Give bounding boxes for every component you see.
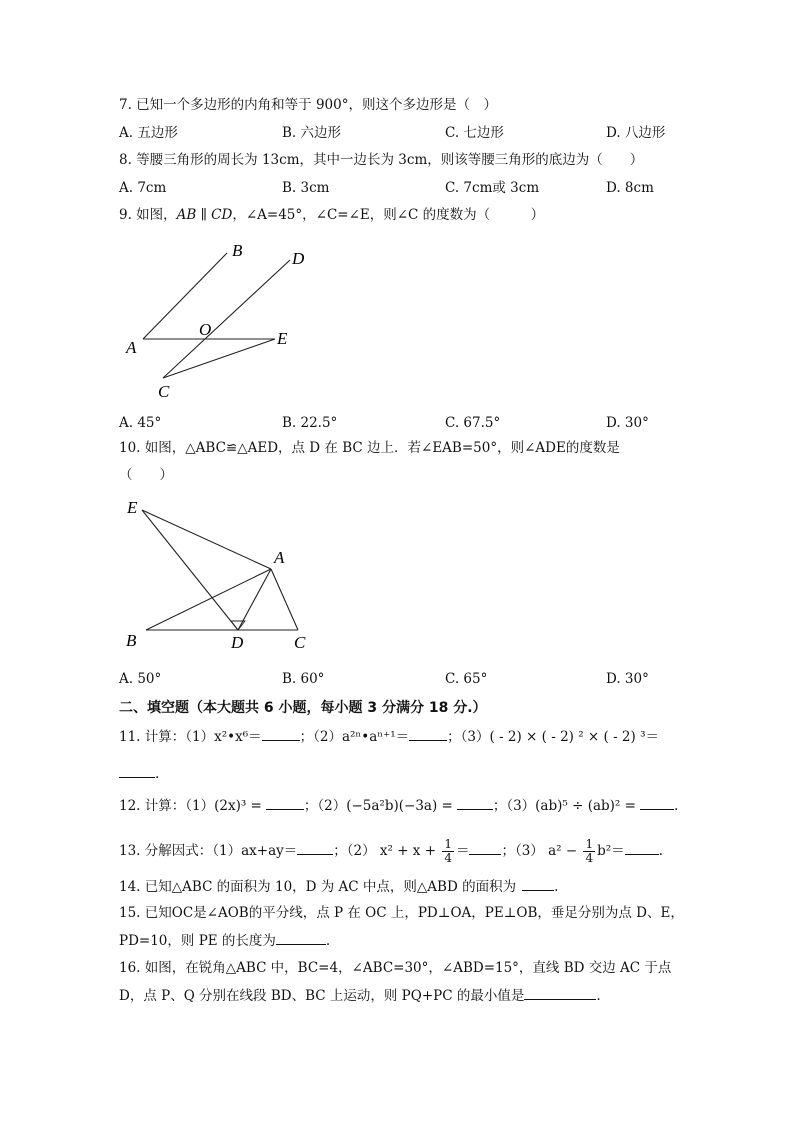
q10-segment-ac <box>271 569 298 630</box>
q13-frac2-den: 4 <box>585 851 594 865</box>
q16-part1: D，点 P、Q 分别在线段 BD、BC 上运动，则 PQ+PC 的最小值是 <box>119 988 525 1004</box>
q7-option-a: A. 五边形 <box>119 125 178 141</box>
q8-option-c: C. 7cm或 3cm <box>445 180 540 196</box>
q12-blank-2[interactable] <box>457 796 493 810</box>
q12-blank-3[interactable] <box>640 796 674 810</box>
q15-part1: PD=10，则 PE 的长度为 <box>119 933 276 949</box>
q9-option-b: B. 22.5° <box>282 415 338 431</box>
q16-end: . <box>596 988 601 1004</box>
q9-segment-cd <box>163 260 290 378</box>
q10-segment-eb-a <box>142 510 271 569</box>
q10-option-b: B. 60° <box>282 671 325 687</box>
q7-option-d: D. 八边形 <box>606 125 666 141</box>
q10-option-c: C. 65° <box>445 671 488 687</box>
q9-segment-ce <box>163 339 275 378</box>
q13-frac-num: 1 <box>444 837 452 851</box>
q11-blank-2[interactable] <box>409 727 447 741</box>
q12-line <box>119 796 678 815</box>
section-heading-fill-in: 二、填空题（本大题共 6 小题，每小题 3 分满分 18 分.） <box>119 700 487 716</box>
q16-line-1: 16. 如图，在锐角△ABC 中，BC=4，∠ABC=30°，∠ABD=15°，直线 BD 交边 AC 于点 <box>119 960 672 976</box>
q11-part3: ；（3）( - 2) × ( - 2) ² × ( - 2) ³＝ <box>447 729 659 745</box>
q14-part1: 14. 已知△ABC 的面积为 10，D 为 AC 中点，则△ABD 的面积为 <box>119 879 517 895</box>
q13-blank-2[interactable] <box>469 841 501 855</box>
q10-figure <box>115 493 330 663</box>
q10-label-d: D <box>231 633 244 652</box>
q11-end: . <box>155 766 160 782</box>
q10-label-b: B <box>126 631 137 650</box>
q10-stem-paren: （ ） <box>119 467 173 483</box>
q13-part3: ＝ <box>455 843 470 859</box>
q13-part4: ；（3） a² − <box>501 843 578 859</box>
q13-end: . <box>658 843 663 859</box>
q10-angle-mark <box>231 621 245 630</box>
q8-option-d: D. 8cm <box>606 180 654 196</box>
q13-frac2-num: 1 <box>585 837 594 851</box>
q8-stem: 8. 等腰三角形的周长为 13cm，其中一边长为 3cm，则该等腰三角形的底边为（ ） <box>119 152 644 168</box>
q13-part2: ；（2） x² + x + <box>333 843 437 859</box>
q14-blank[interactable] <box>522 877 554 891</box>
q8-option-b: B. 3cm <box>282 180 330 196</box>
q8-option-a: A. 7cm <box>119 180 167 196</box>
q12-part1: 12. 计算：（1）(2x)³ = <box>119 798 262 814</box>
q13-frac-den: 4 <box>444 851 452 865</box>
q13-fraction-2 <box>583 838 595 865</box>
q14-line <box>119 877 558 896</box>
q11-blank-3[interactable] <box>119 764 155 778</box>
q9-label-a: A <box>126 338 137 357</box>
q9-label-o: O <box>199 320 212 339</box>
q9-stem-prefix: 9. 如图， <box>119 207 177 223</box>
q10-option-a: A. 50° <box>119 671 162 687</box>
q9-segment-ab <box>143 253 227 339</box>
q15-blank[interactable] <box>276 931 326 945</box>
q15-line-2 <box>119 931 330 950</box>
q14-end: . <box>554 879 559 895</box>
q12-part3: ；（3）(ab)⁵ ÷ (ab)² = <box>492 798 636 814</box>
q9-label-e: E <box>277 329 288 348</box>
q11-line <box>119 727 659 746</box>
q9-stem-suffix: ，∠A=45°，∠C=∠E，则∠C 的度数为（ ） <box>232 207 545 223</box>
q9-label-b: B <box>232 241 243 260</box>
q10-label-e: E <box>127 498 138 517</box>
q10-stem: 10. 如图，△ABC≌△AED，点 D 在 BC 边上．若∠EAB=50°，则∠ADE的度数是 <box>119 440 620 456</box>
q9-label-d: D <box>292 249 305 268</box>
q9-label-c: C <box>158 382 170 401</box>
q13-fraction <box>442 838 454 865</box>
q11-part2: ；（2）a²ⁿ•aⁿ⁺¹＝ <box>299 729 410 745</box>
q7-stem: 7. 已知一个多边形的内角和等于 900°，则这个多边形是（ ） <box>119 97 497 113</box>
q9-ab: AB <box>176 207 197 223</box>
q11-blank-1[interactable] <box>262 727 300 741</box>
q11-part1: 11. 计算：（1）x²•x⁶＝ <box>119 729 262 745</box>
q13-line <box>119 838 663 865</box>
q13-part1: 13. 分解因式：（1）ax+ay＝ <box>119 843 298 859</box>
q10-segment-ed <box>142 510 238 630</box>
q11-line-2 <box>119 764 159 783</box>
q7-option-c: C. 七边形 <box>445 125 504 141</box>
q9-cd: CD <box>211 207 233 223</box>
q9-option-d: D. 30° <box>606 415 649 431</box>
q10-option-d: D. 30° <box>606 671 649 687</box>
q13-part5: b²＝ <box>597 843 625 859</box>
q16-blank[interactable] <box>524 986 596 1000</box>
q10-label-a: A <box>274 548 285 567</box>
q9-option-a: A. 45° <box>119 415 162 431</box>
q9-stem <box>119 206 544 224</box>
q10-label-c: C <box>294 633 306 652</box>
q15-end: . <box>325 933 331 949</box>
q13-blank-3[interactable] <box>625 841 659 855</box>
q9-parallel: ∥ <box>196 207 212 223</box>
q15-line-1: 15. 已知OC是∠AOB的平分线，点 P 在 OC 上，PD⊥OA，PE⊥OB，垂足分别为点 D、E， <box>119 905 684 921</box>
q12-blank-1[interactable] <box>266 796 304 810</box>
q16-line-2 <box>119 986 601 1005</box>
q13-blank-1[interactable] <box>297 841 333 855</box>
q10-segment-ba <box>146 569 271 630</box>
q12-part2: ；（2）(−5a²b)(−3a) = <box>303 798 453 814</box>
q7-option-b: B. 六边形 <box>282 125 342 141</box>
q9-option-c: C. 67.5° <box>445 415 501 431</box>
q12-end: . <box>673 798 679 814</box>
q9-figure <box>110 235 350 410</box>
